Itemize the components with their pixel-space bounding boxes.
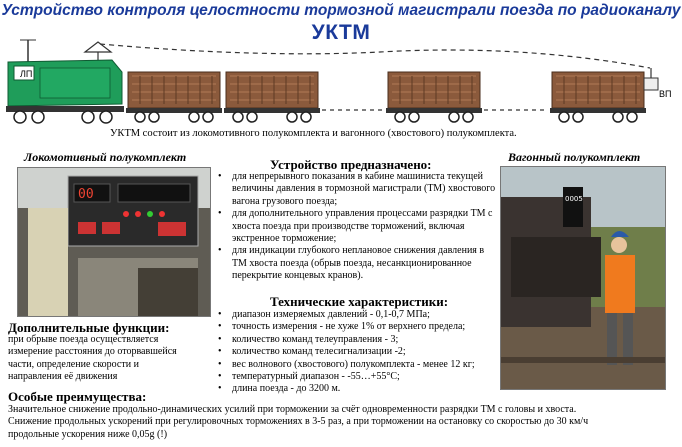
spec-item: • температурный диапазон - -55…+55°С; (216, 371, 496, 383)
wagon-kit-heading: Вагонный полукомплект (508, 150, 641, 164)
device-label-text: 0005 (565, 195, 583, 203)
wagon-2 (224, 72, 320, 122)
wagon-1 (126, 72, 222, 122)
extra-functions-heading: Дополнительные функции: (8, 320, 170, 335)
advantages-text (8, 404, 680, 441)
spec-item: • количество команд телесигнализации -2; (216, 346, 496, 358)
tail-label: ВП (659, 89, 672, 99)
purpose-item: • для дополнительного управления процессами разрядки ТМ с хвоста поезда при производстве торможений, включая экстренное торможение; (216, 208, 496, 245)
spec-item: • точность измерения - не хуже 1% от верхнего предела; (216, 321, 496, 333)
spec-item: • длина поезда - до 3200 м. (216, 383, 496, 395)
panel-display-text: 00 (78, 187, 94, 202)
wagon-kit-photo (500, 166, 666, 390)
advantages-line: Снижение продольных ускорений при регулировочных торможениях в 3-5 раз, а при торможении на остановку со скоростью до 30 км/ч (8, 416, 589, 428)
advantages-line: продольные ускорения ниже 0,05g (!) (8, 428, 168, 440)
train-illustration (0, 38, 682, 126)
locomotive-label: ЛП (20, 69, 33, 79)
wagon-3 (386, 72, 482, 122)
purpose-item: • для индикации глубокого неплановое снижения давления в ТМ хвоста поезда (обрыв поезда, несанкционированное перекрытие концевых кранов). (216, 245, 496, 282)
purpose-item: • для непрерывного показания в кабине машиниста текущей величины давления в тормозной магистрали (ТМ) хвостового вагона грузового поезда; (216, 171, 496, 208)
spec-item: • диапазон измеряемых давлений - 0,1-0,7 МПа; (216, 309, 496, 321)
page-subtitle: УКТМ (311, 21, 371, 44)
tail-device (644, 68, 658, 90)
wagon-4 (550, 72, 646, 122)
train-caption: УКТМ состоит из локомотивного полукомплекта и вагонного (хвостового) полукомплекта. (110, 128, 517, 139)
locomotive (6, 40, 124, 123)
advantages-line: Значительное снижение продольно-динамических усилий при торможении за счёт одновременности разрядки ТМ с головы и хвоста. (8, 404, 577, 415)
specs-list (216, 309, 496, 396)
advantages-heading: Особые преимущества: (8, 389, 147, 404)
extra-functions-text: при обрыве поезда осуществляется измерение расстояния до оторвавшейся части, определение скорости и направления её движения (8, 334, 177, 383)
locomotive-kit-photo (17, 167, 211, 317)
spec-item: • количество команд телеуправления - 3; (216, 334, 496, 346)
locomotive-kit-heading: Локомотивный полукомплект (24, 150, 187, 164)
radio-link-line (100, 44, 650, 68)
specs-heading: Технические характеристики: (270, 294, 449, 309)
purpose-heading: Устройство предназначено: (270, 157, 432, 172)
purpose-list (216, 171, 496, 283)
page-title: Устройство контроля целостности тормозной магистрали поезда по радиоканалу (1, 2, 681, 19)
spec-item: • вес волнового (хвостового) полукомплекта - менее 12 кг; (216, 359, 496, 371)
